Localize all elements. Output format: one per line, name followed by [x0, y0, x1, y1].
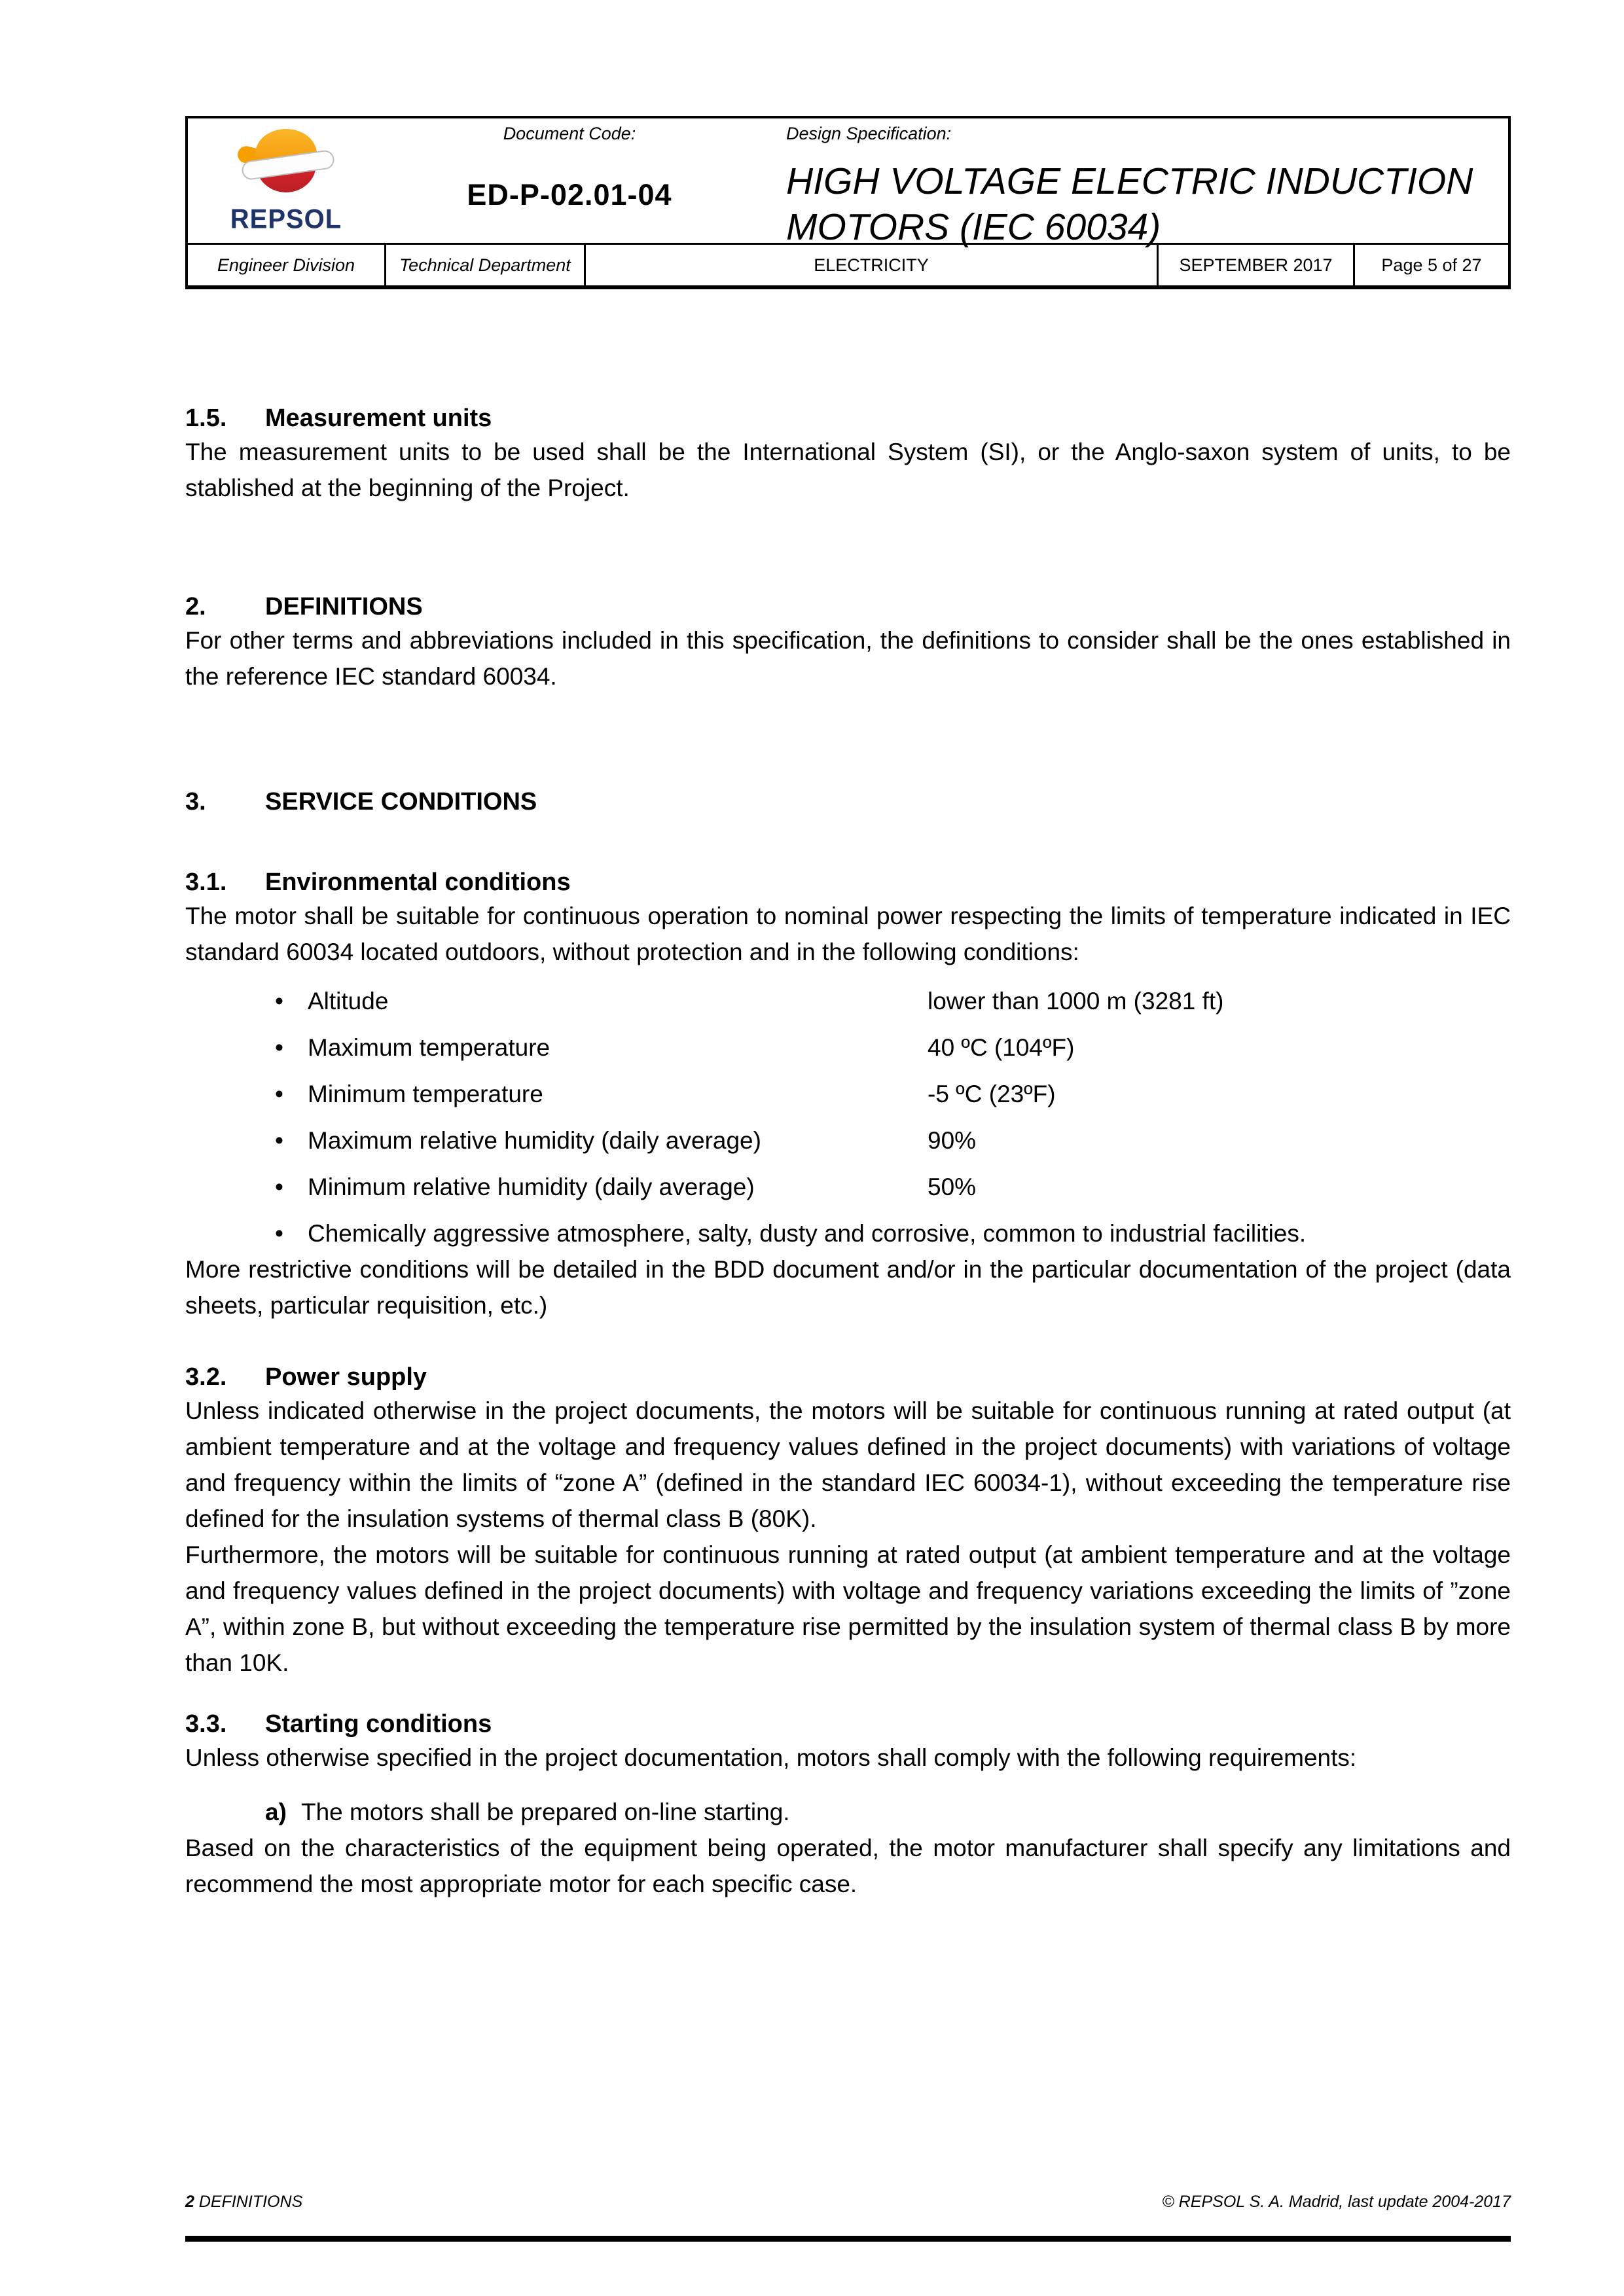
section-title: Measurement units: [265, 404, 492, 432]
list-item-a-marker: a): [265, 1799, 287, 1825]
list-item-a-text: The motors shall be prepared on-line starting.: [301, 1799, 790, 1825]
list-item-altitude: [265, 983, 1511, 1019]
section-title: Starting conditions: [265, 1710, 492, 1738]
bullet-icon: •: [275, 1034, 283, 1061]
section-heading-3-2: [185, 1361, 1511, 1393]
paragraph-based-on: Based on the characteristics of the equipment being operated, the motor manufacturer shall specify any limitations and recommend the most appropriate motor for each specific case.: [185, 1835, 1511, 1897]
section-title: Power supply: [265, 1363, 427, 1391]
footer-section-name: DEFINITIONS: [194, 2193, 303, 2211]
list-item-min-humidity: [265, 1169, 1511, 1205]
paragraph-power-supply-1: Unless indicated otherwise in the project documents, the motors will be suitable for continuous running at rated output (at ambient temperature and at the voltage and frequency values defined in the project documents) with variations of voltage and frequency within the limits of “zone A” (defined in the standard IEC 60034-1), without exceeding the temperature rise defined for the insulation systems of thermal class B (80K).: [185, 1397, 1511, 1532]
paragraph-definitions: For other terms and abbreviations included in this specification, the definitions to consider shall be the ones established in the reference IEC standard 60034.: [185, 627, 1511, 690]
section-number: 2.: [185, 593, 206, 620]
section-heading-1-5: [185, 403, 1511, 434]
section-title: Environmental conditions: [265, 869, 571, 896]
list-item-label: Maximum relative humidity (daily average): [308, 1127, 761, 1154]
header-table: [185, 116, 1511, 289]
paragraph-restrictive-conditions: More restrictive conditions will be detailed in the BDD document and/or in the particular documentation of the project (data sheets, particular requisition, etc.): [185, 1256, 1511, 1319]
list-item-max-humidity: [265, 1122, 1511, 1158]
section-number: 3.1.: [185, 869, 227, 896]
header-cell-date: SEPTEMBER 2017: [1157, 245, 1353, 285]
page-footer: [185, 2193, 1511, 2212]
list-item-value: 50%: [928, 1174, 977, 1200]
bullet-icon: •: [275, 1174, 283, 1200]
list-item-max-temperature: [265, 1030, 1511, 1066]
list-item-value: -5 ºC (23ºF): [928, 1081, 1056, 1107]
document-title-line1: HIGH VOLTAGE ELECTRIC INDUCTION: [786, 160, 1473, 202]
list-item-label: Altitude: [308, 988, 389, 1014]
document-code-value: ED-P-02.01-04: [467, 178, 672, 211]
list-item-value: lower than 1000 m (3281 ft): [928, 988, 1224, 1014]
section-title: SERVICE CONDITIONS: [265, 788, 537, 816]
paragraph-starting-conditions: Unless otherwise specified in the project documentation, motors shall comply with the following requirements:: [185, 1744, 1357, 1771]
list-item-label: Minimum temperature: [308, 1081, 543, 1107]
header-bottom-row: [188, 243, 1508, 285]
paragraph-environmental-conditions: The motor shall be suitable for continuous operation to nominal power respecting the limits of temperature indicated in IEC standard 60034 located outdoors, without protection and in the following conditions:: [185, 903, 1511, 965]
document-code-label: Document Code:: [503, 124, 636, 143]
document-body: [185, 367, 1511, 1902]
section-title: DEFINITIONS: [265, 593, 423, 620]
section-heading-2: [185, 591, 1511, 622]
footer-copyright: © REPSOL S. A. Madrid, last update 2004-2017: [1162, 2193, 1511, 2211]
footer-divider: [185, 2236, 1511, 2242]
bullet-icon: •: [275, 1127, 283, 1154]
section-number: 3.2.: [185, 1363, 227, 1391]
list-item-atmosphere: [265, 1215, 1511, 1251]
list-item-label: Maximum temperature: [308, 1034, 550, 1061]
section-heading-3: [185, 786, 1511, 817]
repsol-logo-icon: [234, 127, 338, 204]
header-cell-department: Technical Department: [384, 245, 584, 285]
section-number: 3.: [185, 788, 206, 816]
paragraph-power-supply-2: Furthermore, the motors will be suitable for continuous running at rated output (at ambient temperature and at the voltage and frequency values defined in the project documents) with voltage and frequency variations exceeding the limits of ”zone A”, within zone B, but without exceeding the temperature rise permitted by the insulation system of thermal class B by more than 10K.: [185, 1541, 1511, 1676]
document-code-cell: [384, 118, 755, 243]
header-cell-division: Engineer Division: [217, 255, 355, 275]
footer-section-label: [185, 2193, 302, 2212]
environmental-conditions-list: [265, 983, 1511, 1251]
document-title: [786, 158, 1508, 250]
design-spec-label: Design Specification:: [786, 124, 952, 143]
header-cell-discipline: ELECTRICITY: [584, 245, 1157, 285]
document-title-line2: MOTORS (IEC 60034): [786, 206, 1161, 248]
footer-section-number: 2: [185, 2193, 194, 2211]
bullet-icon: •: [275, 1220, 283, 1247]
repsol-wordmark: REPSOL: [230, 204, 342, 234]
logo-cell: [188, 118, 384, 243]
list-item-label: Chemically aggressive atmosphere, salty, dusty and corrosive, common to industrial facilities.: [308, 1220, 1307, 1247]
section-number: 1.5.: [185, 404, 227, 432]
header-top-row: [188, 118, 1508, 248]
bullet-icon: •: [275, 1081, 283, 1107]
list-item-value: 90%: [928, 1127, 977, 1154]
list-item-value: 40 ºC (104ºF): [928, 1034, 1075, 1061]
section-heading-3-3: [185, 1708, 1511, 1740]
bullet-icon: •: [275, 988, 283, 1014]
design-spec-cell: [755, 118, 1508, 248]
list-item-min-temperature: [265, 1076, 1511, 1112]
paragraph-measurement-units: The measurement units to be used shall be the International System (SI), or the Anglo-saxon system of units, to be stablished at the beginning of the Project.: [185, 439, 1511, 501]
list-item-label: Minimum relative humidity (daily average): [308, 1174, 755, 1200]
header-cell-page-number: Page 5 of 27: [1353, 245, 1508, 285]
list-item-a: [265, 1794, 1511, 1830]
section-heading-3-1: [185, 867, 1511, 898]
section-number: 3.3.: [185, 1710, 227, 1738]
